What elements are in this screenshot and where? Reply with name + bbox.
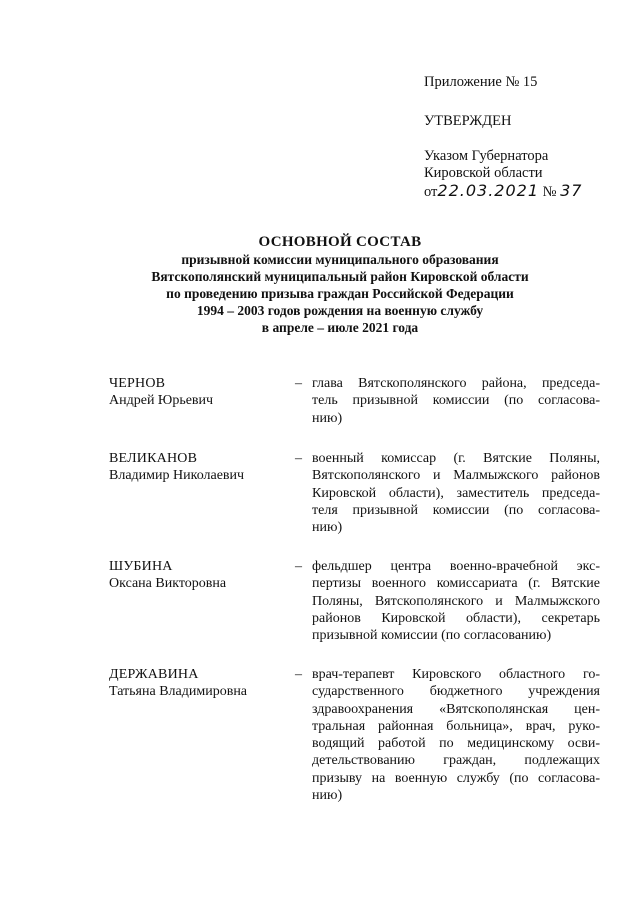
member-dash: – (295, 451, 302, 466)
member-given-name: Владимир Николаевич (109, 468, 245, 483)
member-given-name: Оксана Викторовна (109, 576, 227, 591)
decree-number-label: № (542, 184, 557, 200)
role-line: Поляны, Вятскополянского и Малмыжского (312, 593, 600, 609)
document-title (80, 233, 600, 336)
decree-date-handwritten: 22.03.2021 (437, 181, 540, 200)
role-line: пертизы военного комиссариата (г. Вятские (312, 576, 600, 592)
role-line: детельствованию граждан, подлежащих (312, 753, 600, 769)
approved-label: УТВЕРЖДЕН (424, 113, 512, 129)
role-line: глава Вятскополянского района, председа- (312, 376, 600, 391)
member-dash: – (295, 559, 302, 574)
member-surname: ДЕРЖАВИНА (109, 667, 199, 682)
decree-prefix: от (424, 184, 438, 200)
role-line: фельдшер центра военно-врачебной экс- (312, 559, 600, 574)
member-role (312, 450, 600, 536)
member-role (312, 666, 600, 804)
role-line: призыву на военную службу (по согласова- (312, 770, 600, 786)
role-line: тральная районная больница», врач, руко- (312, 718, 600, 734)
member-dash: – (295, 376, 302, 391)
appendix-number: Приложение № 15 (424, 74, 538, 90)
decree-line-2: Кировской области (424, 165, 543, 181)
role-line: нию) (312, 520, 343, 536)
title-line-4: по проведению призыва граждан Российской Федерации (166, 286, 514, 301)
role-line: районов Кировской области), секретарь (312, 610, 600, 626)
title-line-5: 1994 – 2003 годов рождения на военную службу (196, 303, 484, 318)
member-surname: ЧЕРНОВ (109, 376, 166, 391)
role-line: сударственного бюджетного учреждения (312, 684, 600, 700)
member-surname: ВЕЛИКАНОВ (109, 451, 198, 466)
title-line-6: в апреле – июле 2021 года (261, 320, 419, 335)
title-line-1: ОСНОВНОЙ СОСТАВ (258, 234, 422, 250)
role-line: врач-терапевт Кировского областного го- (312, 667, 600, 682)
title-line-2: призывной комиссии муниципального образования (181, 252, 499, 267)
role-line: Вятскополянского и Малмыжского районов (312, 468, 600, 484)
role-line: нию) (312, 410, 343, 426)
member-role (312, 375, 600, 427)
decree-date-line (424, 182, 582, 201)
role-line: водящий работой по медицинскому осви- (312, 736, 600, 752)
role-line: Кировской области), заместитель председа- (312, 485, 600, 501)
member-given-name: Татьяна Владимировна (109, 684, 248, 699)
member-surname: ШУБИНА (109, 559, 173, 574)
role-line: тель призывной комиссии (по согласова- (312, 393, 600, 409)
member-role (312, 558, 600, 644)
role-line: здравоохранения «Вятскополянская цен- (312, 701, 600, 717)
role-line: теля призывной комиссии (по согласова- (312, 502, 600, 518)
decree-line-1: Указом Губернатора (424, 148, 549, 164)
decree-number-handwritten: 37 (560, 181, 583, 200)
role-line: призывной комиссии (по согласованию) (312, 628, 552, 644)
member-given-name: Андрей Юрьевич (109, 393, 214, 408)
role-line: нию) (312, 788, 343, 804)
member-dash: – (295, 667, 302, 682)
title-line-3: Вятскополянский муниципальный район Кировской области (151, 269, 529, 284)
role-line: военный комиссар (г. Вятские Поляны, (312, 451, 600, 466)
